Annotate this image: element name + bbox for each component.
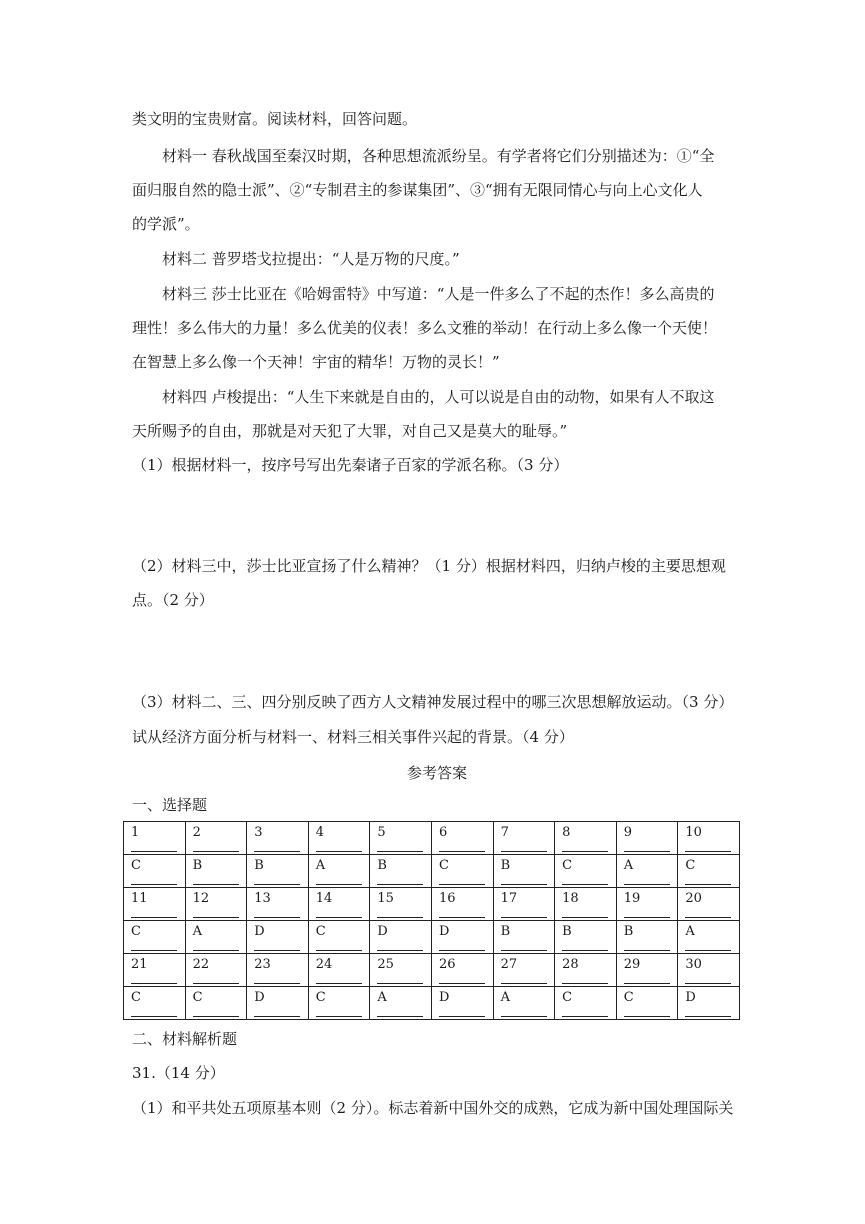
table-cell — [370, 822, 432, 855]
table-cell — [124, 921, 186, 954]
table-cell — [493, 954, 555, 987]
cell-text: A — [377, 990, 387, 1005]
table-cell — [370, 888, 432, 921]
table-cell — [124, 888, 186, 921]
cell-text: 17 — [500, 891, 518, 906]
table-cell — [308, 921, 370, 954]
cell-text: 16 — [438, 891, 456, 906]
cell-text: 6 — [438, 825, 448, 840]
cell-text: 25 — [377, 957, 394, 972]
cell-text: C — [192, 990, 203, 1005]
question-31-label: 31.（14 分） — [132, 1064, 225, 1082]
table-cell — [308, 855, 370, 888]
table-row — [124, 822, 740, 855]
cell-text: D — [377, 924, 388, 939]
table-cell — [247, 987, 309, 1020]
table-cell — [124, 954, 186, 987]
question-2-line-2: 点。（2 分） — [132, 591, 214, 609]
cell-text: 2 — [192, 825, 201, 840]
table-cell — [431, 921, 493, 954]
cell-text: B — [192, 858, 203, 873]
answer-key-title: 参考答案 — [406, 764, 467, 782]
cell-text: 7 — [500, 825, 509, 840]
cell-text: C — [131, 990, 141, 1005]
cell-text: D — [438, 990, 450, 1005]
table-cell — [370, 921, 432, 954]
table-cell — [185, 888, 247, 921]
table-cell — [185, 822, 247, 855]
question-3-line-2: 试从经济方面分析与材料一、材料三相关事件兴起的背景。（4 分） — [132, 728, 574, 746]
material-four-line: 材料四 卢梭提出：“人生下来就是自由的，人可以说是自由的动物，如果有人不取这 — [162, 388, 715, 406]
table-cell — [493, 855, 555, 888]
table-row — [124, 921, 740, 954]
cell-text: B — [562, 924, 572, 939]
cell-text: 14 — [315, 891, 333, 906]
paragraph-line: 理性！多么伟大的力量！多么优美的仪表！多么文雅的举动！在行动上多么像一个天使！ — [132, 319, 718, 337]
paragraph-line: 在智慧上多么像一个天神！宇宙的精华！万物的灵长！” — [132, 353, 500, 371]
cell-text: 24 — [315, 957, 333, 972]
cell-text: 8 — [562, 825, 571, 840]
cell-text: 18 — [562, 891, 579, 906]
paragraph-line: 天所赐予的自由，那就是对天犯了大罪，对自己又是莫大的耻辱。” — [132, 422, 568, 440]
table-cell — [185, 954, 247, 987]
cell-text: 15 — [377, 891, 394, 906]
table-cell — [555, 987, 617, 1020]
table-cell — [185, 987, 247, 1020]
cell-text: 23 — [254, 957, 271, 972]
cell-text: C — [438, 858, 449, 873]
cell-text: 10 — [685, 825, 702, 840]
table-cell — [678, 888, 740, 921]
table-cell — [247, 954, 309, 987]
cell-text: 20 — [685, 891, 702, 906]
cell-text: A — [623, 858, 634, 873]
cell-text: C — [562, 858, 573, 873]
cell-text: 28 — [562, 957, 579, 972]
cell-text: A — [685, 924, 695, 939]
table-cell — [124, 822, 186, 855]
cell-text: 21 — [131, 957, 148, 972]
paragraph-line: 类文明的宝贵财富。阅读材料，回答问题。 — [132, 110, 418, 128]
table-cell — [616, 954, 678, 987]
question-1: （1）根据材料一，按序号写出先秦诸子百家的学派名称。（3 分） — [132, 456, 569, 474]
cell-text: 19 — [623, 891, 641, 906]
cell-text: B — [500, 858, 511, 873]
table-cell — [493, 888, 555, 921]
question-31-answer: （1）和平共处五项原基本则（2 分）。标志着新中国外交的成熟，它成为新中国处理国际关 — [132, 1099, 734, 1117]
table-cell — [370, 987, 432, 1020]
cell-text: C — [315, 924, 326, 939]
table-cell — [308, 954, 370, 987]
paragraph-line: 面归服自然的隐士派”、②“专制君主的参谋集团”、③“拥有无限同情心与向上心文化人 — [132, 181, 703, 199]
table-cell — [431, 954, 493, 987]
cell-text: 22 — [192, 957, 210, 972]
section-choice-title: 一、选择题 — [132, 796, 208, 814]
material-one-line: 材料一 春秋战国至秦汉时期，各种思想流派纷呈。有学者将它们分别描述为：①“全 — [162, 147, 715, 165]
paragraph-line: 的学派”。 — [132, 215, 200, 233]
cell-text: C — [623, 990, 634, 1005]
table-cell — [616, 822, 678, 855]
cell-text: D — [685, 990, 696, 1005]
material-two-line: 材料二 普罗塔戈拉提出：“人是万物的尺度。” — [162, 250, 460, 268]
table-cell — [124, 855, 186, 888]
cell-text: 9 — [623, 825, 633, 840]
table-cell — [431, 888, 493, 921]
cell-text: 1 — [131, 825, 140, 840]
table-row — [124, 954, 740, 987]
table-cell — [678, 822, 740, 855]
cell-text: A — [315, 858, 326, 873]
table-cell — [308, 822, 370, 855]
table-row — [124, 888, 740, 921]
cell-text: C — [131, 924, 141, 939]
table-cell — [431, 822, 493, 855]
table-cell — [124, 987, 186, 1020]
table-cell — [308, 987, 370, 1020]
table-row — [124, 987, 740, 1020]
table-row — [124, 855, 740, 888]
table-cell — [431, 987, 493, 1020]
table-cell — [678, 987, 740, 1020]
table-cell — [493, 822, 555, 855]
cell-text: 3 — [254, 825, 263, 840]
cell-text: A — [192, 924, 202, 939]
table-cell — [493, 987, 555, 1020]
cell-text: D — [254, 924, 265, 939]
table-cell — [616, 921, 678, 954]
table-cell — [431, 855, 493, 888]
table-cell — [616, 888, 678, 921]
table-cell — [678, 921, 740, 954]
cell-text: 4 — [315, 825, 325, 840]
table-cell — [247, 888, 309, 921]
cell-text: B — [623, 924, 634, 939]
cell-text: C — [131, 858, 141, 873]
cell-text: 5 — [377, 825, 386, 840]
table-cell — [185, 855, 247, 888]
cell-text: 27 — [500, 957, 518, 972]
table-cell — [555, 921, 617, 954]
question-3-line-1: （3）材料二、三、四分别反映了西方人文精神发展过程中的哪三次思想解放运动。（3 分） — [132, 693, 734, 711]
table-cell — [370, 954, 432, 987]
cell-text: 29 — [623, 957, 641, 972]
table-cell — [493, 921, 555, 954]
table-cell — [555, 855, 617, 888]
material-three-line: 材料三 莎士比亚在《哈姆雷特》中写道：“人是一件多么了不起的杰作！多么高贵的 — [162, 285, 715, 303]
section-material-title: 二、材料解析题 — [132, 1030, 238, 1048]
cell-text: 13 — [254, 891, 271, 906]
table-cell — [555, 888, 617, 921]
cell-text: C — [562, 990, 573, 1005]
question-2-line-1: （2）材料三中，莎士比亚宣扬了什么精神？（1 分）根据材料四，归纳卢梭的主要思想观 — [132, 557, 726, 575]
table-cell — [678, 855, 740, 888]
cell-text: B — [377, 858, 387, 873]
table-cell — [616, 855, 678, 888]
cell-text: 12 — [192, 891, 210, 906]
cell-text: 30 — [685, 957, 702, 972]
answer-table — [123, 821, 740, 1020]
cell-text: B — [500, 924, 511, 939]
table-cell — [678, 954, 740, 987]
cell-text: D — [254, 990, 265, 1005]
table-cell — [185, 921, 247, 954]
cell-text: B — [254, 858, 264, 873]
cell-text: 26 — [438, 957, 456, 972]
cell-text: C — [685, 858, 696, 873]
table-cell — [247, 921, 309, 954]
cell-text: D — [438, 924, 450, 939]
cell-text: 11 — [131, 891, 148, 906]
table-cell — [616, 987, 678, 1020]
cell-text: C — [315, 990, 326, 1005]
table-cell — [247, 822, 309, 855]
table-cell — [308, 888, 370, 921]
cell-text: A — [500, 990, 510, 1005]
table-cell — [555, 822, 617, 855]
table-cell — [555, 954, 617, 987]
table-cell — [247, 855, 309, 888]
table-cell — [370, 855, 432, 888]
